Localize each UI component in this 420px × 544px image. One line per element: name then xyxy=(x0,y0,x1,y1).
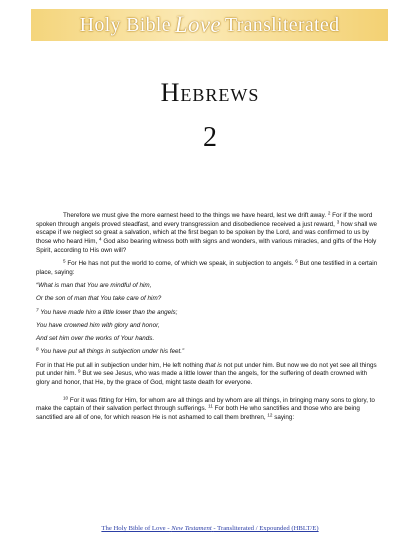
verse-12: saying: xyxy=(274,414,295,422)
verse-11: For both He who sanctifies and those who are being sanctified are all of one, for which reason He is not ashamed to call them brethren, xyxy=(36,405,360,422)
footer-edition: - Transliterated / Expounded (HBLT/E) xyxy=(213,525,319,532)
verse-4: God also bearing witness both with signs and wonders, with various miracles, and gifts of the Holy Spirit, according to His own will? xyxy=(36,238,377,254)
footer-title: The Holy Bible of Love - xyxy=(101,525,170,532)
verse-number-12: 12 xyxy=(267,412,273,418)
verse-8c: not put under him. But now we do not yet see all things put under him. xyxy=(36,361,377,378)
footer[interactable] xyxy=(0,525,420,532)
verse-number-11: 11 xyxy=(208,403,213,409)
paragraph-2 xyxy=(36,260,382,277)
verse-10: For it was fitting for Him, for whom are all things and by whom are all things, in bringing many sons to glory, to make the captain of their salvation perfect through sufferings. xyxy=(36,396,375,413)
verse-number-6: 6 xyxy=(295,258,298,264)
quote-line-4: You have crowned him with glory and honor, xyxy=(36,321,160,329)
banner-text-holy-bible: Holy Bible xyxy=(79,13,171,36)
quote-line-6 xyxy=(36,348,382,357)
paragraph-1 xyxy=(36,212,382,255)
verse-number-8: 8 xyxy=(36,346,39,352)
banner-text-transliterated: Transliterated xyxy=(224,13,340,36)
verse-9: But we see Jesus, who was made a little lower than the angels, for the suffering of death crowned with glory and honor, that He, by the grace of God, might taste death for everyone. xyxy=(36,370,368,387)
chapter-number: 2 xyxy=(203,122,217,153)
title-banner xyxy=(31,9,388,41)
verse-number-3: 3 xyxy=(336,219,340,225)
verse-1: Therefore we must give the more earnest heed to the things we have heard, lest we drift away. xyxy=(63,212,327,219)
quote-line-1: “What is man that You are mindful of him, xyxy=(36,282,152,289)
quote-line-5: And set him over the works of Your hands. xyxy=(36,335,155,343)
verse-7a: You have made him a little lower than the angels; xyxy=(40,308,178,316)
verse-number-5: 5 xyxy=(63,258,66,264)
verse-number-4: 4 xyxy=(99,236,102,242)
verse-8-quote: You have put all things in subjection under his feet.” xyxy=(40,348,185,356)
quote-line-3 xyxy=(36,306,382,318)
quote-line-2: Or the son of man that You take care of him? xyxy=(36,295,162,303)
banner-text-love: Love xyxy=(174,12,221,37)
verse-8-italic: that is xyxy=(205,361,222,369)
verse-number-2: 2 xyxy=(327,210,331,216)
chapter-text xyxy=(36,212,382,427)
verse-3: how shall we escape if we neglect so great a salvation, which at the first began to be spoken by the Lord, and was confirmed to us by those who heard Him, xyxy=(36,220,378,246)
paragraph-4 xyxy=(36,397,382,423)
verse-number-7: 7 xyxy=(36,306,39,312)
verse-6: But one testified in a certain place, saying: xyxy=(36,260,378,276)
verse-8a: For in that He put all in subjection under him, He left nothing xyxy=(36,361,204,369)
verse-number-9: 9 xyxy=(78,368,81,374)
verse-2: For if the word spoken through angels proved steadfast, and every transgression and disobedience received a just reward, xyxy=(36,212,373,228)
book-title: Hebrews xyxy=(160,78,260,107)
footer-new-testament: New Testament xyxy=(171,525,212,532)
footer-link[interactable] xyxy=(101,525,318,532)
verse-number-10: 10 xyxy=(63,395,69,401)
paragraph-3 xyxy=(36,362,382,388)
verse-5: For He has not put the world to come, of which we speak, in subjection to angels. xyxy=(67,260,294,268)
